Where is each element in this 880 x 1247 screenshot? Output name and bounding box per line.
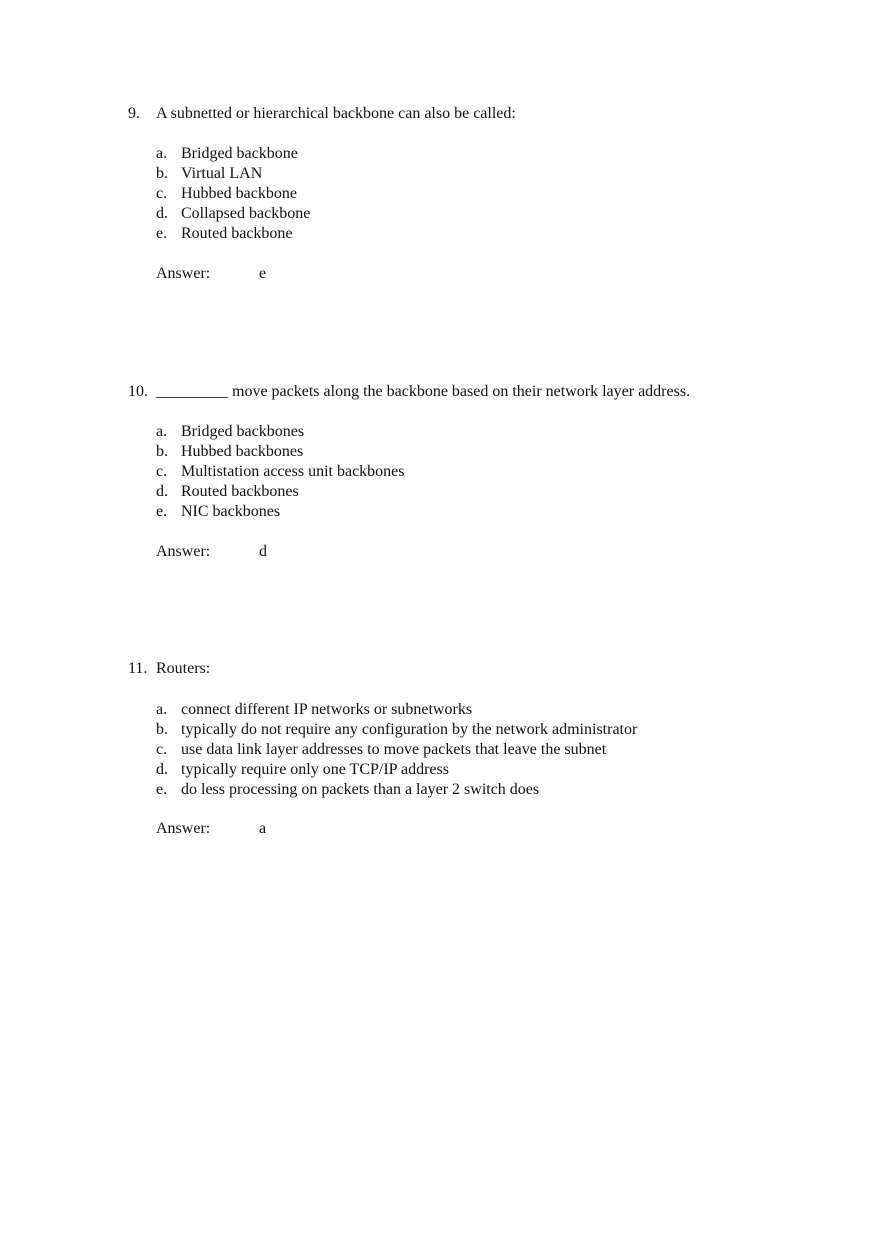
question-header: [128, 104, 828, 124]
question-10: [128, 382, 828, 560]
question-text: _________ move packets along the backbone based on their network layer address.: [156, 383, 691, 400]
option-text: Bridged backbones: [181, 423, 305, 440]
option-letter: b.: [156, 721, 168, 738]
option-letter: b.: [156, 443, 168, 460]
option-letter: d.: [156, 205, 168, 222]
answer-label: Answer:: [156, 820, 211, 837]
answer-label: Answer:: [156, 265, 211, 282]
answer-line: [156, 264, 456, 284]
option-text: typically require only one TCP/IP address: [181, 761, 449, 778]
option-text: Routed backbone: [181, 225, 293, 242]
option-letter: c.: [156, 463, 168, 480]
answer-value: d: [259, 543, 267, 560]
answer-label: Answer:: [156, 543, 211, 560]
option-letter: c.: [156, 741, 168, 758]
option-text: do less processing on packets than a layer 2 switch does: [181, 781, 540, 798]
question-number: 11.: [128, 660, 148, 677]
answer-line: [156, 542, 456, 562]
option-letter: e.: [156, 225, 168, 242]
option-letter: c.: [156, 185, 168, 202]
option-text: typically do not require any configuration by the network administrator: [181, 721, 638, 738]
option-text: Hubbed backbone: [181, 185, 297, 202]
option-letter: a.: [156, 423, 168, 440]
answer-line: [156, 819, 456, 839]
option-text: connect different IP networks or subnetworks: [181, 701, 473, 718]
option-letter: e.: [156, 781, 168, 798]
option-text: Virtual LAN: [181, 165, 263, 182]
answer-value: a: [259, 820, 267, 837]
option-text: Hubbed backbones: [181, 443, 304, 460]
option-letter: e.: [156, 503, 168, 520]
option-text: use data link layer addresses to move packets that leave the subnet: [181, 741, 607, 758]
question-header: [128, 659, 828, 679]
option-letter: d.: [156, 483, 168, 500]
option-text: Collapsed backbone: [181, 205, 311, 222]
question-text: A subnetted or hierarchical backbone can also be called:: [156, 105, 516, 122]
question-header: [128, 382, 828, 402]
option-text: Bridged backbone: [181, 145, 298, 162]
question-9: [128, 104, 828, 282]
question-11: [128, 659, 828, 837]
option-text: Multistation access unit backbones: [181, 463, 405, 480]
option-letter: a.: [156, 145, 168, 162]
question-number: 9.: [128, 105, 140, 122]
question-number: 10.: [128, 383, 148, 400]
option-text: NIC backbones: [181, 503, 281, 520]
option-letter: a.: [156, 701, 168, 718]
answer-value: e: [259, 265, 267, 282]
option-text: Routed backbones: [181, 483, 299, 500]
option-letter: d.: [156, 761, 168, 778]
question-text: Routers:: [156, 660, 211, 677]
option-letter: b.: [156, 165, 168, 182]
